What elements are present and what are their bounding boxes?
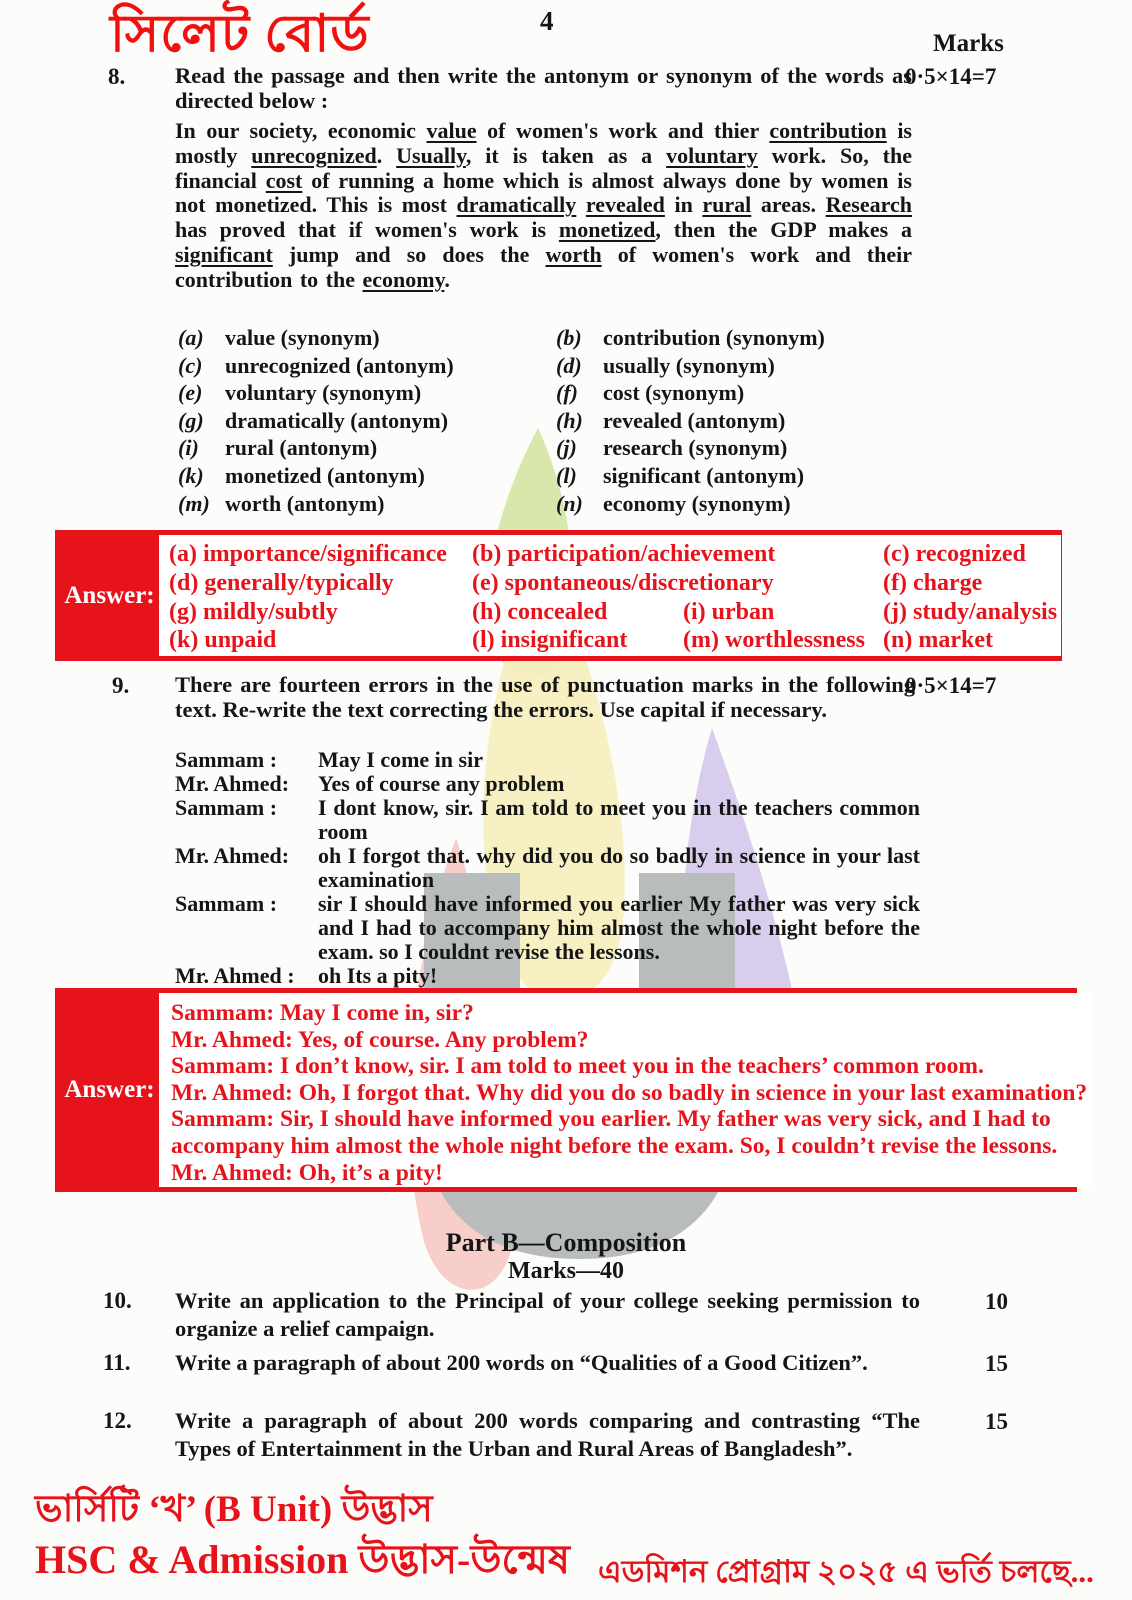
question-12-text: Write a paragraph of about 200 words comparing and contrasting “The Types of Entertainment in the Urban and Rural Areas of Bangladesh”.	[175, 1408, 920, 1461]
question-11-marks: 15	[985, 1351, 1008, 1376]
dialogue-speaker: Sammam :	[175, 891, 278, 916]
word-item-label: (m)	[178, 490, 210, 516]
word-item-text: contribution (synonym)	[603, 325, 825, 350]
dialogue-row	[175, 796, 920, 844]
marks-column-label: Marks	[933, 30, 1004, 57]
word-item-label: (d)	[556, 352, 582, 378]
answer-cell: (c) recognized	[883, 541, 1026, 567]
question-11-text: Write a paragraph of about 200 words on “Qualities of a Good Citizen”.	[175, 1350, 868, 1375]
answer-box-q9	[55, 988, 1088, 1192]
question-12-number: 12.	[103, 1408, 132, 1433]
answer-cell: (n) market	[883, 627, 993, 654]
answer-cell: (l) insignificant	[472, 627, 628, 654]
answer-line: Sammam: I don’t know, sir. I am told to meet you in the teachers’ common room.	[171, 1053, 984, 1080]
question-11-number: 11.	[103, 1350, 131, 1375]
word-item-text: usually (synonym)	[603, 352, 775, 378]
word-item-label: (f)	[556, 380, 578, 406]
word-item-label: (j)	[556, 435, 577, 461]
dialogue-text: oh Its a pity!	[318, 963, 438, 988]
dialogue-speaker: Mr. Ahmed :	[175, 963, 295, 988]
word-item	[178, 462, 454, 490]
dialogue-speaker: Sammam :	[175, 795, 278, 820]
answer-line: Mr. Ahmed: Yes, of course. Any problem?	[171, 1026, 589, 1053]
answer-row	[169, 626, 1057, 655]
answer-line: Sammam: Sir, I should have informed you earlier. My father was very sick, and I had to	[171, 1106, 1051, 1133]
word-item-label: (g)	[178, 407, 204, 433]
word-item-text: monetized (antonym)	[225, 462, 425, 488]
dialogue-text: May I come in sir	[318, 747, 483, 772]
dialogue-row	[175, 772, 920, 796]
word-item	[556, 324, 825, 352]
dialogue-speaker: Mr. Ahmed:	[175, 771, 290, 796]
word-item	[178, 434, 454, 462]
answer-row	[169, 540, 1057, 569]
word-item-text: significant (antonym)	[603, 462, 805, 488]
word-item-label: (k)	[178, 462, 204, 488]
dialogue-text: oh I forgot that. why did you do so badly in science in your last examination	[318, 843, 920, 892]
dialogue-row	[175, 844, 920, 892]
dialogue-text: Yes of course any problem	[318, 771, 565, 796]
word-item-label: (l)	[556, 462, 577, 488]
dialogue-row	[175, 964, 920, 988]
word-item-text: unrecognized (antonym)	[225, 352, 454, 378]
word-item	[556, 379, 825, 407]
part-b-heading: Part B—Composition	[445, 1228, 687, 1257]
word-item	[556, 434, 825, 462]
word-item-text: worth (antonym)	[225, 490, 385, 516]
answer-box-q9-content	[159, 993, 1091, 1187]
word-item	[178, 352, 454, 380]
dialogue-row	[175, 892, 920, 964]
answer-label: Answer:	[60, 993, 159, 1187]
q9-dialogue	[175, 748, 920, 988]
answer-box-q8	[55, 530, 1062, 661]
question-9-prompt: There are fourteen errors in the use of punctuation marks in the following text. Re-write the text correcting the errors. Use capital if necessary.	[175, 672, 915, 722]
answer-cell: (g) mildly/subtly	[169, 598, 338, 625]
question-12-marks: 15	[985, 1409, 1008, 1434]
answer-cell: (e) spontaneous/discretionary	[472, 569, 774, 596]
word-item-label: (a)	[178, 325, 204, 350]
word-item-label: (i)	[178, 435, 199, 461]
answer-cell: (h) concealed	[472, 598, 608, 625]
answer-cell: (d) generally/typically	[169, 569, 394, 596]
word-item-label: (h)	[556, 407, 583, 433]
answer-row	[169, 569, 1057, 598]
word-item-label: (n)	[556, 490, 583, 516]
question-8-number: 8.	[108, 64, 126, 89]
answer-row	[169, 598, 1057, 627]
word-item-text: cost (synonym)	[603, 380, 745, 406]
answer-cell: (a) importance/significance	[169, 541, 447, 567]
answer-cell: (k) unpaid	[169, 627, 277, 654]
word-item	[556, 407, 825, 435]
footer-admission-notice: এডমিশন প্রোগ্রাম ২০২৫ এ ভর্তি চলছে...	[598, 1554, 1094, 1589]
footer-coaching-line: ভার্সিটি ‘খ’ (B Unit) উদ্ভাস	[35, 1489, 433, 1530]
question-8-prompt: Read the passage and then write the antonym or synonym of the words as directed below :	[175, 63, 912, 113]
q8-passage: In our society, economic value of women's work and thier contribution is mostly unrecognized. Usually, it is taken as a voluntary work. So, the financial cost of running a home which is almost always done by women is not monetized. This is most dramatically revealed in rural areas. Research has proved that if women's work is monetized, then the GDP makes a significant jump and so does the worth of women's work and their contribution to the economy.	[175, 118, 913, 292]
answer-line: Mr. Ahmed: Oh, I forgot that. Why did you do so badly in science in your last examination?	[171, 1079, 1088, 1106]
word-item-text: economy (synonym)	[603, 490, 791, 516]
answer-cell: (j) study/analysis	[883, 598, 1058, 625]
answer-line: accompany him almost the whole night before the exam. So, I couldn’t revise the lessons.	[171, 1132, 1058, 1159]
question-10-number: 10.	[103, 1288, 132, 1313]
dialogue-text: I dont know, sir. I am told to meet you in the teachers common room	[318, 795, 920, 844]
page-number: 4	[540, 6, 554, 36]
word-item	[178, 379, 454, 407]
word-item-text: dramatically (antonym)	[225, 407, 449, 433]
dialogue-speaker: Sammam :	[175, 747, 278, 772]
word-list-right-column	[556, 324, 825, 517]
question-9-number: 9.	[112, 673, 130, 698]
word-list-left-column	[178, 324, 454, 517]
word-item	[556, 490, 825, 518]
board-title: সিলেট বোর্ড	[110, 6, 370, 63]
word-item-label: (c)	[178, 352, 203, 378]
answer-line: Sammam: May I come in, sir?	[171, 1000, 474, 1026]
footer-program-line: HSC & Admission উদ্ভাস-উন্মেষ	[35, 1537, 570, 1582]
answer-cell: (f) charge	[883, 569, 983, 596]
question-9-marks: 0·5×14=7	[905, 673, 997, 698]
word-item-label: (e)	[178, 380, 203, 406]
word-item-text: research (synonym)	[603, 435, 788, 461]
answer-cell: (i) urban	[683, 598, 775, 625]
answer-cell: (b) participation/achievement	[472, 541, 776, 567]
dialogue-speaker: Mr. Ahmed:	[175, 843, 290, 868]
answer-line: Mr. Ahmed: Oh, it’s a pity!	[171, 1159, 443, 1186]
answer-box-q8-content	[159, 535, 1061, 656]
word-item	[556, 352, 825, 380]
word-item-text: value (synonym)	[225, 325, 380, 350]
question-10-text: Write an application to the Principal of your college seeking permission to organize a relief campaign.	[175, 1288, 920, 1341]
word-item	[556, 462, 825, 490]
answer-label: Answer:	[60, 535, 159, 656]
dialogue-row	[175, 748, 920, 772]
word-item	[178, 490, 454, 518]
word-item-text: revealed (antonym)	[603, 407, 786, 433]
question-10-marks: 10	[985, 1289, 1008, 1314]
answer-cell: (m) worthlessness	[683, 627, 865, 654]
word-item	[178, 324, 454, 352]
part-b-marks: Marks—40	[508, 1258, 624, 1284]
word-item-text: rural (antonym)	[225, 435, 378, 461]
word-item	[178, 407, 454, 435]
question-8-marks: 0·5×14=7	[905, 64, 997, 89]
word-item-text: voluntary (synonym)	[225, 380, 422, 406]
dialogue-text: sir I should have informed you earlier My father was very sick and I had to accompany him almost the whole night before the exam. so I couldnt revise the lessons.	[318, 891, 920, 964]
word-item-label: (b)	[556, 325, 582, 350]
